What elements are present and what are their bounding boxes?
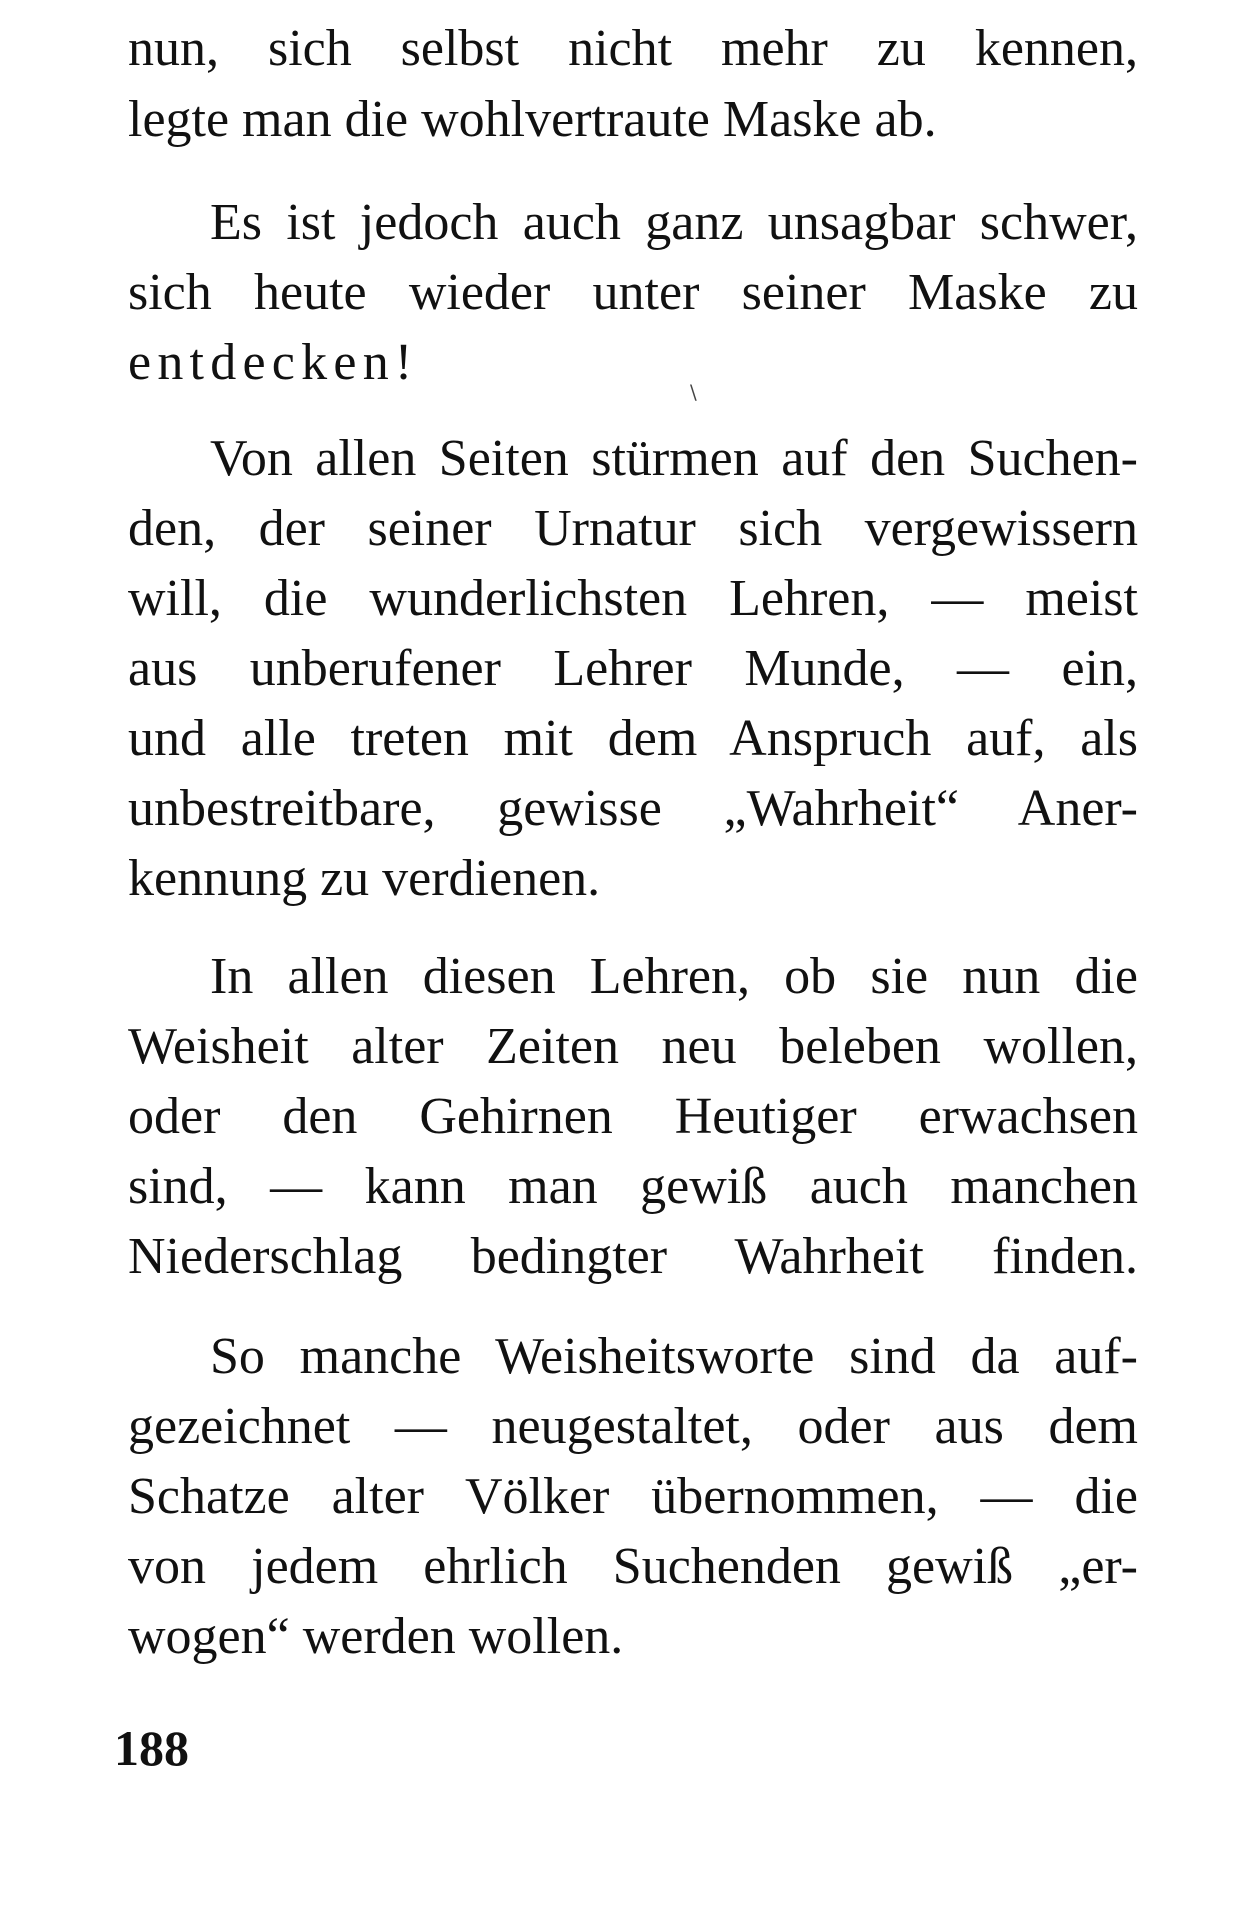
text-line: aus unberufener Lehrer Munde, — ein, (128, 640, 1138, 697)
text-line: sich heute wieder unter seiner Maske zu (128, 264, 1138, 321)
text-line: Von allen Seiten stürmen auf den Suchen- (210, 430, 1138, 487)
text-line: unbestreitbare, gewisse „Wahrheit“ Aner- (128, 780, 1138, 837)
text-line: nun, sich selbst nicht mehr zu kennen, (128, 20, 1138, 77)
text-line: gezeichnet — neugestaltet, oder aus dem (128, 1398, 1138, 1455)
text-line: Niederschlag bedingter Wahrheit finden. (128, 1228, 1138, 1285)
text-line: den, der seiner Urnatur sich vergewissern (128, 500, 1138, 557)
text-line: entdecken! (128, 334, 419, 391)
text-line: legte man die wohlvertraute Maske ab. (128, 91, 937, 148)
text-line: So manche Weisheitsworte sind da auf- (210, 1328, 1138, 1385)
text-line: von jedem ehrlich Suchenden gewiß „er- (128, 1538, 1138, 1595)
text-line: und alle treten mit dem Anspruch auf, als (128, 710, 1138, 767)
text-line: Schatze alter Völker übernommen, — die (128, 1468, 1138, 1525)
text-line: oder den Gehirnen Heutiger erwachsen (128, 1088, 1138, 1145)
text-line: kennung zu verdienen. (128, 850, 601, 907)
text-line: sind, — kann man gewiß auch manchen (128, 1158, 1138, 1215)
text-line: In allen diesen Lehren, ob sie nun die (210, 948, 1138, 1005)
text-line: will, die wunderlichsten Lehren, — meist (128, 570, 1138, 627)
text-line: wogen“ werden wollen. (128, 1608, 624, 1665)
print-speck: \ (690, 380, 697, 404)
text-line: Es ist jedoch auch ganz unsagbar schwer, (210, 194, 1138, 251)
page-number: 188 (114, 1720, 189, 1776)
text-line: Weisheit alter Zeiten neu beleben wollen, (128, 1018, 1138, 1075)
